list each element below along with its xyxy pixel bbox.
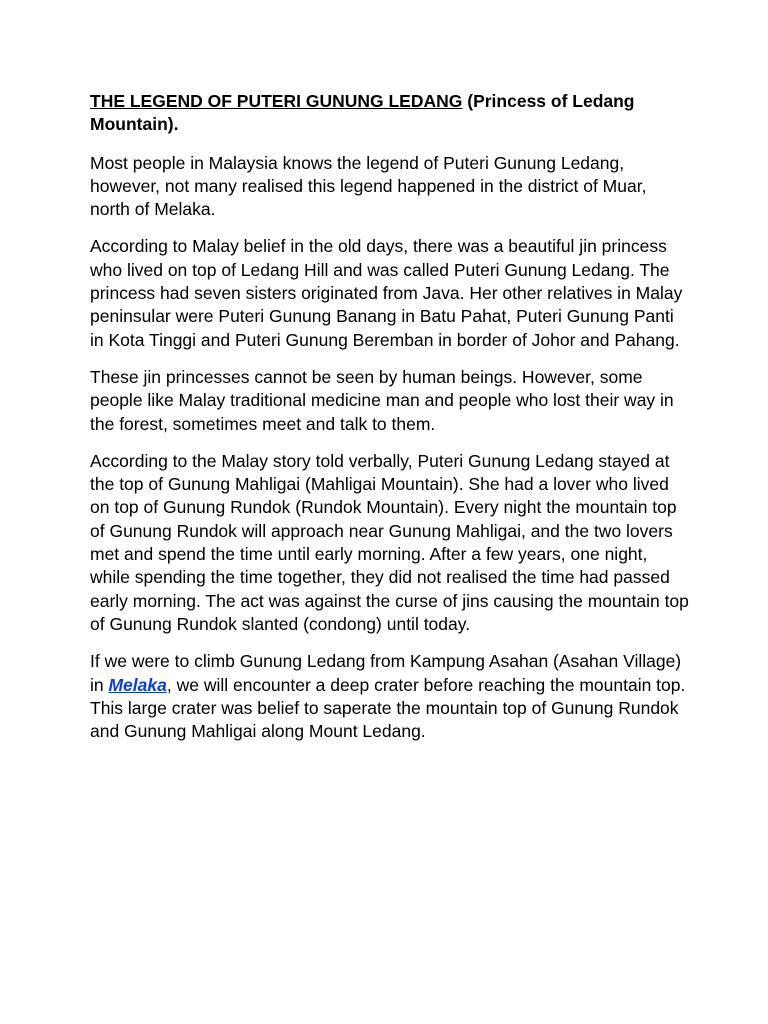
paragraph-climb: [90, 650, 690, 743]
paragraph-story: According to the Malay story told verbally, Puteri Gunung Ledang stayed at the top of Gunung Mahligai (Mahligai Mountain). She had a lover who lived on top of Gunung Rundok (Rundok Mountain). Every night the mountain top of Gunung Rundok will approach near Gunung Mahligai, and the two lovers met and spend the time until early morning. After a few years, one night, while spending the time together, they did not realised the time had passed early morning. The act was against the curse of jins causing the mountain top of Gunung Rundok slanted (condong) until today.: [90, 450, 689, 634]
paragraph-jin-princesses: These jin princesses cannot be seen by human beings. However, some people like Malay traditional medicine man and people who lost their way in the forest, sometimes meet and talk to them.: [90, 366, 674, 434]
title-underlined-text: THE LEGEND OF PUTERI GUNUNG LEDANG: [90, 91, 463, 111]
paragraph-climb-text-after: , we will encounter a deep crater before reaching the mountain top. This large crater was belief to saperate the mountain top of Gunung Rundok and Gunung Mahligai along Mount Ledang.: [90, 674, 686, 742]
document-title: [90, 90, 690, 137]
paragraph-climb-text-before: If we were to climb Gunung Ledang from Kampung Asahan (Asahan Village) in: [90, 651, 682, 695]
paragraph-intro: Most people in Malaysia knows the legend of Puteri Gunung Ledang, however, not many realised this legend happened in the district of Muar, north of Melaka.: [90, 152, 647, 220]
title-subtitle-text: (Princess of Ledang Mountain).: [90, 91, 635, 135]
paragraph-belief: According to Malay belief in the old days, there was a beautiful jin princess who lived on top of Ledang Hill and was called Puteri Gunung Ledang. The princess had seven sisters originated from Java. Her other relatives in Malay peninsular were Puteri Gunung Banang in Batu Pahat, Puteri Gunung Panti in Kota Tinggi and Puteri Gunung Beremban in border of Johor and Pahang.: [90, 236, 683, 350]
document-page: [90, 90, 690, 757]
melaka-link[interactable]: Melaka: [108, 674, 167, 695]
